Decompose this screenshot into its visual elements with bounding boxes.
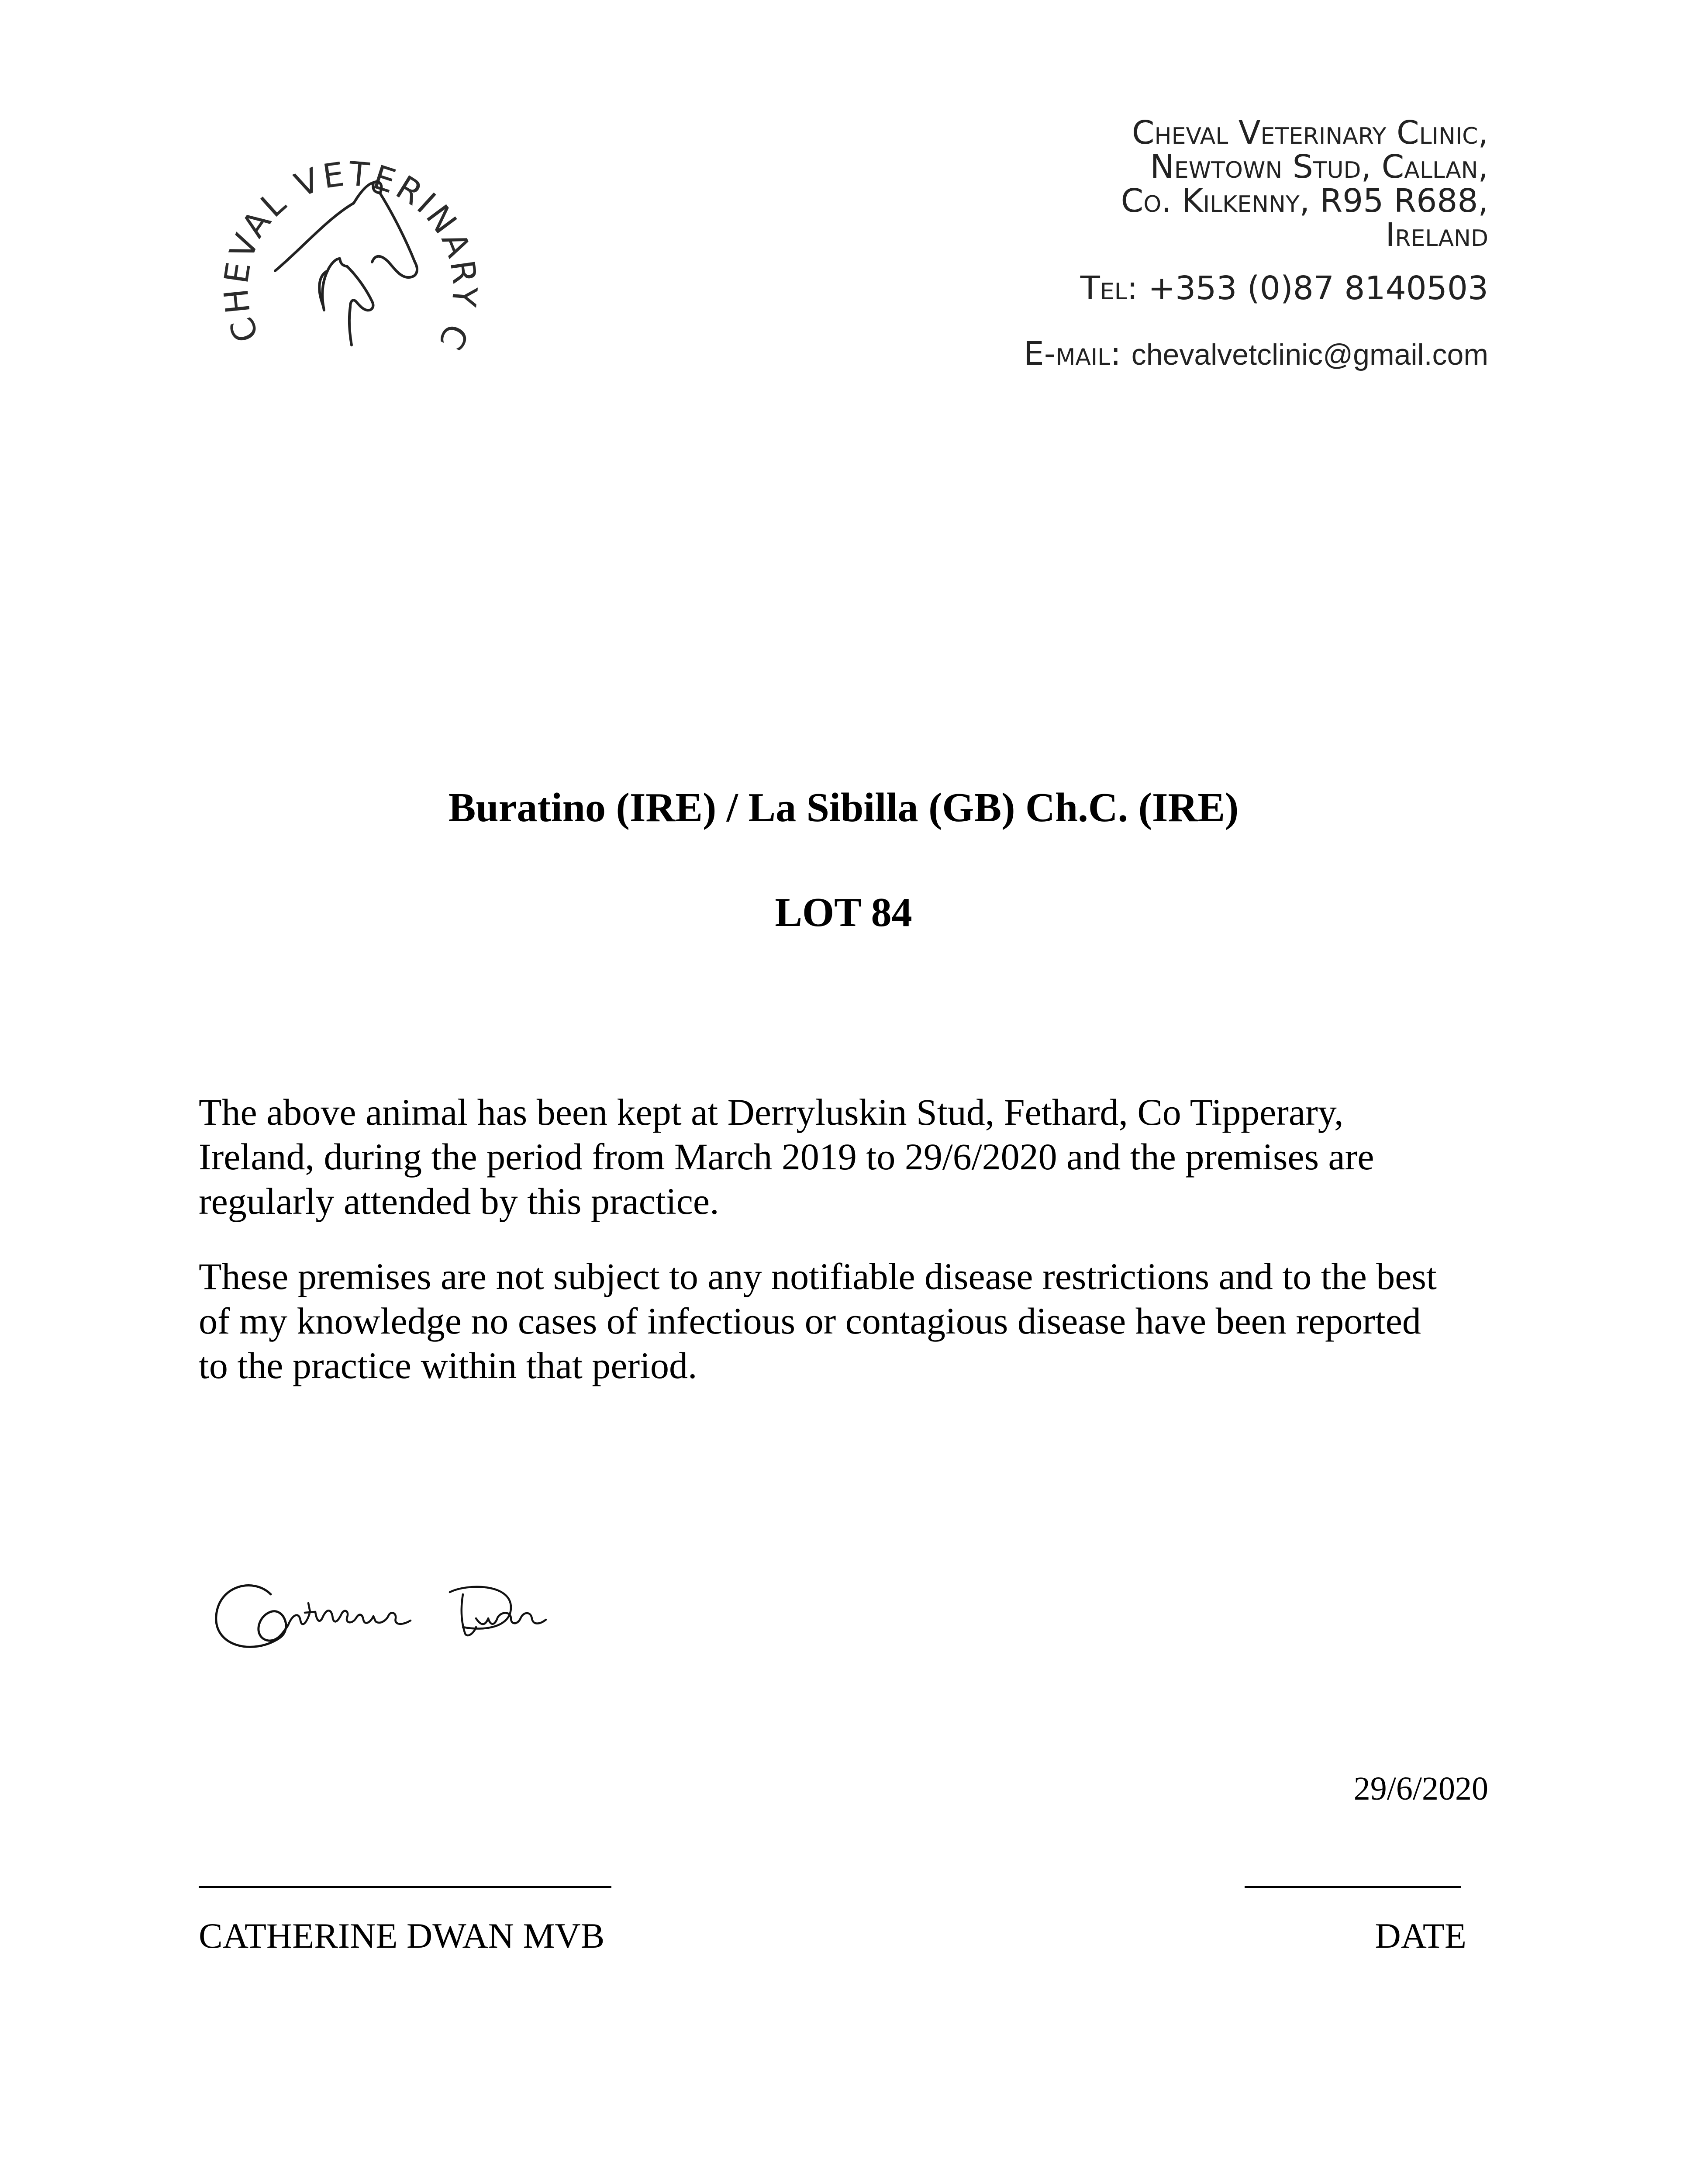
lot-number: LOT 84 xyxy=(775,890,912,935)
logo-text: CHEVAL VETERINARY CLINIC xyxy=(196,100,485,358)
address-line: Newtown Stud, Callan, xyxy=(1150,148,1488,186)
handwritten-signature xyxy=(205,1559,598,1664)
address-line: Ireland xyxy=(1385,216,1488,254)
paragraph-premises xyxy=(199,1090,1491,1223)
date-line xyxy=(1245,1886,1461,1888)
paragraph-line: These premises are not subject to any notifiable disease restrictions and to the best xyxy=(199,1255,1437,1297)
email-label: E-mail: xyxy=(1024,335,1121,373)
paragraph-disease-statement xyxy=(199,1254,1491,1388)
signature-date: 29/6/2020 xyxy=(1353,1770,1488,1807)
horse-title: Buratino (IRE) / La Sibilla (GB) Ch.C. (IRE) xyxy=(448,785,1239,830)
paragraph-line: of my knowledge no cases of infectious or contagious disease have been reported xyxy=(199,1300,1421,1342)
date-label: DATE xyxy=(1375,1916,1466,1956)
email-link[interactable]: chevalvetclinic@gmail.com xyxy=(1131,338,1488,371)
signatory-name: CATHERINE DWAN MVB xyxy=(199,1916,605,1956)
paragraph-line: Ireland, during the period from March 2019 to 29/6/2020 and the premises are xyxy=(199,1136,1374,1178)
clinic-email-line xyxy=(1024,337,1488,372)
paragraph-line: The above animal has been kept at Derryluskin Stud, Fethard, Co Tipperary, xyxy=(199,1091,1344,1133)
signature-icon xyxy=(205,1559,598,1664)
signature-line xyxy=(199,1886,611,1888)
clinic-telephone: Tel: +353 (0)87 8140503 xyxy=(1080,270,1488,307)
horse-logo-icon xyxy=(196,100,489,376)
clinic-logo xyxy=(196,100,489,376)
clinic-name: Cheval Veterinary Clinic, xyxy=(1132,114,1488,152)
paragraph-line: to the practice within that period. xyxy=(199,1344,697,1386)
clinic-address-block xyxy=(1024,116,1488,372)
address-line: Co. Kilkenny, R95 R688, xyxy=(1121,182,1488,220)
paragraph-line: regularly attended by this practice. xyxy=(199,1180,719,1222)
